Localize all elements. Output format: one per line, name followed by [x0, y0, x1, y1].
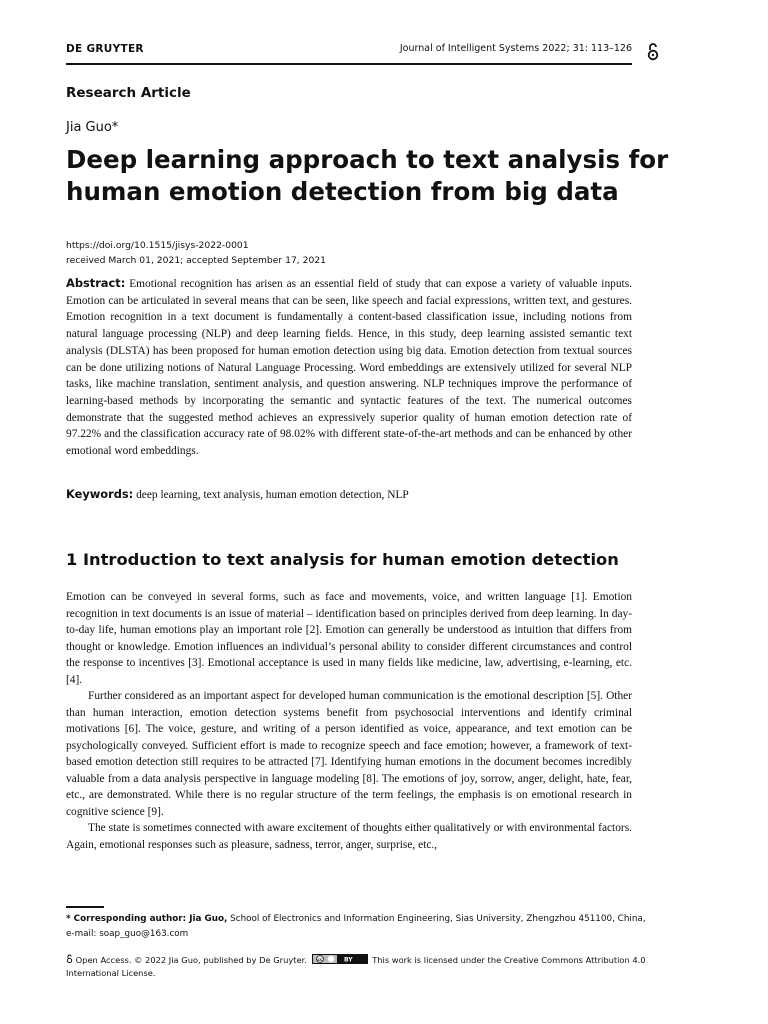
- journal-citation: Journal of Intelligent Systems 2022; 31: 113–126: [399, 43, 632, 54]
- open-access-icon: [647, 42, 659, 62]
- section-body: [66, 589, 632, 853]
- license-text-line2: International License.: [66, 968, 156, 978]
- publisher-name: DE GRUYTER: [66, 43, 144, 55]
- abstract-text: Emotional recognition has arisen as an essential field of study that can expose a variety of valuable inputs. Emotion can be articulated in several means that can be seen, like speech and facial expressions, written text, and gestures. Emotion recognition in a text document is fundamentally a content-based classification issue, including notions from natural language processing (NLP) and deep learning fields. Hence, in this study, deep learning assisted semantic text analysis (DLSTA) has been proposed for human emotion detection using big data. Emotion detection from textual sources can be done utilizing notions of Natural Language Processing. Word embeddings are extensively utilized for several NLP tasks, like machine translation, sentiment analysis, and question answering. NLP techniques improve the performance of learning-based methods by incorporating the semantic and syntactic features of the text. The numerical outcomes demonstrate that the suggested method achieves an expressively superior quality of human emotion detection rate of 97.22% and the classification accuracy rate of 98.02% with different state-of-the-art methods and can be enhanced by other emotional word embeddings.: [66, 278, 632, 458]
- license-statement: [66, 954, 646, 980]
- footnote-rule: [66, 906, 104, 908]
- author-name: Jia Guo*: [66, 120, 119, 135]
- open-access-text: Open Access. © 2022 Jia Guo, published by De Gruyter.: [75, 955, 307, 965]
- paper-title: [66, 144, 686, 208]
- svg-text:cc: cc: [317, 956, 323, 962]
- cc-badge-label: BY: [343, 956, 353, 964]
- footnote-label: * Corresponding author: Jia Guo,: [66, 914, 228, 924]
- cc-by-license-icon[interactable]: [312, 954, 368, 964]
- open-access-icon: [66, 954, 73, 964]
- keywords: [66, 486, 632, 504]
- abstract-label: Abstract:: [66, 276, 126, 290]
- running-header: [66, 42, 632, 64]
- article-type: Research Article: [66, 85, 191, 101]
- footnote-email[interactable]: e-mail: soap_guo@163.com: [66, 929, 189, 939]
- license-text-line1: This work is licensed under the Creative Commons Attribution 4.0: [372, 955, 646, 965]
- title-line: Deep learning approach to text analysis for: [66, 145, 669, 174]
- footnote-affiliation: School of Electronics and Information Engineering, Sias University, Zhengzhou 451100, China,: [230, 914, 646, 924]
- body-paragraph: Further considered as an important aspect for developed human communication is the emotional description [5]. Other than human interaction, emotion detection systems benefit from psychosocial interventions and identify criminal motivations [6]. The voice, gesture, and writing of a person identified as voice, appearance, and text emotion can be psychologically conveyed. Sufficient effort is made to recognize speech and face emotion; however, a framework of text-based emotion detection still requires to be attracted [7]. Identifying human emotions in the document becomes incredibly valuable from a data analysis perspective in language modeling [8]. The emotions of joy, sorrow, anger, delight, hate, fear, etc., are demonstrated. While there is no regular structure of the term feelings, the emphasis is on emotional research in cognitive science [9].: [66, 690, 632, 818]
- header-rule: [66, 63, 632, 65]
- corresponding-author-footnote: [66, 912, 646, 942]
- section-heading: 1 Introduction to text analysis for human emotion detection: [66, 550, 619, 569]
- body-paragraph: The state is sometimes connected with aware excitement of thoughts either qualitatively or with environmental factors. Again, emotional responses such as pleasure, sadness, terror, anger, surprise, etc.,: [66, 822, 632, 851]
- abstract: [66, 275, 632, 460]
- title-line: human emotion detection from big data: [66, 177, 619, 206]
- keywords-text: deep learning, text analysis, human emotion detection, NLP: [136, 489, 409, 501]
- doi-link[interactable]: https://doi.org/10.1515/jisys-2022-0001: [66, 240, 249, 251]
- keywords-label: Keywords:: [66, 487, 134, 501]
- article-meta: [66, 238, 326, 268]
- received-accepted-dates: received March 01, 2021; accepted September 17, 2021: [66, 255, 327, 266]
- body-paragraph: Emotion can be conveyed in several forms, such as face and movements, voice, and written language [1]. Emotion recognition in text documents is an issue of material – identification based on principles derived from deep learning. In day-to-day life, human emotions play an important role [2]. Emotion can generally be understood as intuition that differs from thought or knowledge. Emotion influences an individual’s personal ability to consider different circumstances and control the response to incentives [3]. Emotional acceptance is used in many fields like medicine, law, advertising, e-learning, etc. [4].: [66, 591, 632, 686]
